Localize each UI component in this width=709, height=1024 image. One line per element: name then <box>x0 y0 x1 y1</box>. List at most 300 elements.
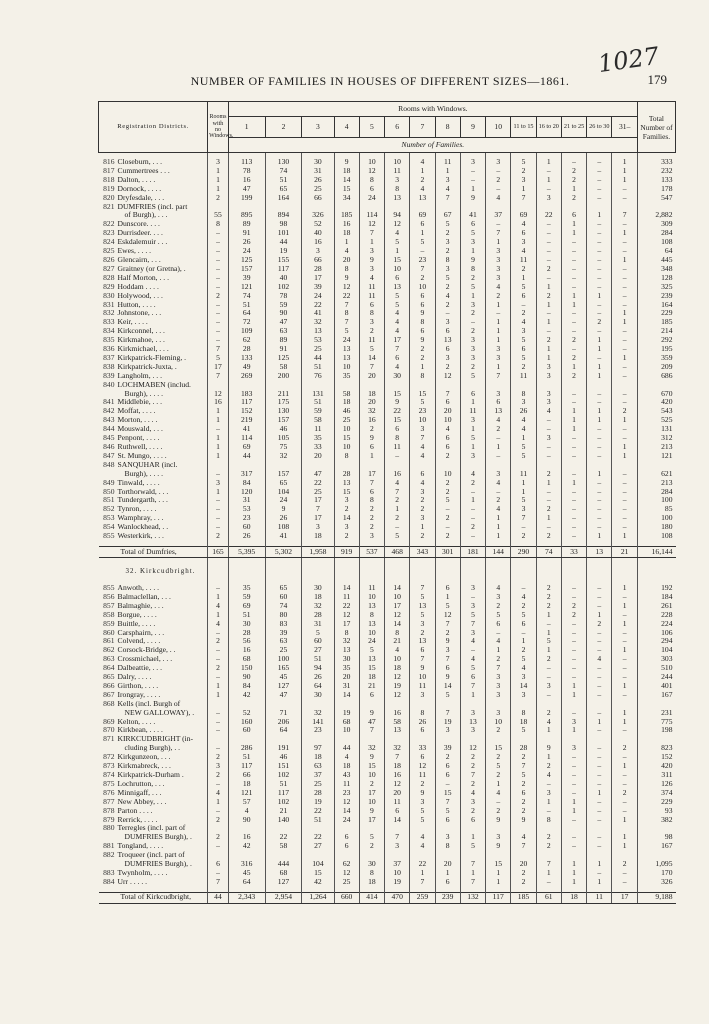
count-cell: 3 <box>410 425 435 434</box>
count-cell: – <box>460 505 485 514</box>
district-number: 840 <box>103 379 115 389</box>
no-window-cell: 1 <box>208 416 229 425</box>
count-cell: 1 <box>587 292 612 301</box>
count-cell: 1 <box>460 247 485 256</box>
count-cell: 9 <box>265 505 302 514</box>
district-number: 821 <box>103 201 115 211</box>
count-cell: 22 <box>265 833 302 842</box>
count-cell: – <box>561 247 586 256</box>
count-cell: 3 <box>486 274 511 283</box>
count-cell: 5 <box>536 637 561 646</box>
count-cell: 2 <box>486 425 511 434</box>
total-cell: 213 <box>637 443 675 452</box>
count-cell: 9 <box>435 637 460 646</box>
count-cell: – <box>435 309 460 318</box>
district-name: of Burgh), . . . <box>124 210 168 220</box>
district-name: Wamphray, . . . <box>117 513 164 523</box>
count-cell: 120 <box>228 488 265 497</box>
count-cell: 35 <box>228 584 265 593</box>
district-name: SANQUHAR (incl. <box>117 459 178 469</box>
count-cell: 9 <box>385 398 410 407</box>
count-cell: – <box>536 247 561 256</box>
count-cell: 4 <box>385 363 410 372</box>
count-cell: 5 <box>385 292 410 301</box>
count-cell: – <box>587 637 612 646</box>
district-number: 836 <box>103 344 115 354</box>
table-row <box>99 229 676 238</box>
table-row <box>99 327 676 336</box>
count-cell: 6 <box>359 488 384 497</box>
count-cell: – <box>561 646 586 655</box>
count-cell: 97 <box>302 744 334 753</box>
count-cell: 5 <box>511 726 536 735</box>
district-name: cluding Burgh), . . <box>124 743 181 753</box>
count-cell: – <box>587 798 612 807</box>
no-window-cell: 1 <box>208 407 229 416</box>
count-cell: 64 <box>302 682 334 691</box>
count-cell: – <box>561 523 586 532</box>
total-label: Total of Kirkcudbright, <box>99 892 208 903</box>
count-cell: 14 <box>334 807 359 816</box>
count-cell: – <box>612 611 638 620</box>
district-name: Dalbeattie, . . . <box>117 663 162 673</box>
count-cell: 2 <box>410 345 435 354</box>
district-name: Dalry, . . . . <box>117 672 152 682</box>
count-cell: 1 <box>612 762 638 771</box>
count-cell: 39 <box>265 629 302 638</box>
no-window-cell: 2 <box>208 816 229 825</box>
district-name: Burgh), . . . . <box>124 388 163 398</box>
count-cell: 13 <box>359 620 384 629</box>
count-cell: – <box>561 780 586 789</box>
count-cell: 114 <box>228 434 265 443</box>
total-cell: 198 <box>637 726 675 735</box>
count-cell: 90 <box>265 309 302 318</box>
no-window-header: Rooms with no Windows. <box>208 102 229 153</box>
district-number: 855 <box>103 531 115 541</box>
count-cell: – <box>536 496 561 505</box>
count-cell: – <box>612 274 638 283</box>
count-cell: – <box>612 301 638 310</box>
count-cell: 9 <box>486 842 511 851</box>
count-cell: 3 <box>460 798 485 807</box>
count-cell: 1 <box>612 416 638 425</box>
count-cell: – <box>460 176 485 185</box>
count-cell: 90 <box>228 673 265 682</box>
count-cell: – <box>561 443 586 452</box>
count-cell: 160 <box>228 718 265 727</box>
count-cell: – <box>612 780 638 789</box>
count-cell: 4 <box>536 407 561 416</box>
table-row <box>99 842 676 851</box>
count-cell: 18 <box>359 878 384 887</box>
count-cell: 22 <box>410 860 435 869</box>
table-row <box>99 584 676 593</box>
count-cell: 5 <box>486 762 511 771</box>
total-cell: 670 <box>637 390 675 399</box>
count-cell: 17 <box>302 496 334 505</box>
count-cell: – <box>612 664 638 673</box>
count-cell: 199 <box>228 194 265 203</box>
total-cell: 284 <box>637 229 675 238</box>
count-cell: – <box>536 620 561 629</box>
total-value: 17 <box>612 892 638 903</box>
count-cell: 2 <box>536 584 561 593</box>
count-cell: 22 <box>302 833 334 842</box>
district-name: Corsock-Bridge, . . <box>117 645 176 655</box>
count-cell: – <box>587 691 612 700</box>
no-window-cell: 8 <box>208 220 229 229</box>
count-cell: 12 <box>460 744 485 753</box>
count-cell: 2 <box>435 363 460 372</box>
count-cell: – <box>587 283 612 292</box>
count-cell: 23 <box>410 407 435 416</box>
window-column-header: 16 to 20 <box>536 117 561 138</box>
count-cell: 4 <box>410 443 435 452</box>
count-cell: 14 <box>385 584 410 593</box>
count-cell: 26 <box>302 673 334 682</box>
count-cell: 104 <box>265 488 302 497</box>
count-cell: 18 <box>359 673 384 682</box>
count-cell: 9 <box>460 256 485 265</box>
count-cell: 5 <box>435 691 460 700</box>
blank-cell <box>637 563 675 579</box>
count-cell: – <box>536 167 561 176</box>
count-cell: 25 <box>302 488 334 497</box>
count-cell: 4 <box>486 789 511 798</box>
table-row <box>99 691 676 700</box>
count-cell: 16 <box>302 238 334 247</box>
blank-cell <box>228 563 265 579</box>
count-cell: 22 <box>302 479 334 488</box>
total-cell: 64 <box>637 247 675 256</box>
count-cell: 6 <box>334 842 359 851</box>
count-cell: 5 <box>410 593 435 602</box>
count-cell: 94 <box>302 664 334 673</box>
count-cell: 11 <box>435 158 460 167</box>
count-cell: 191 <box>265 744 302 753</box>
count-cell: 44 <box>302 354 334 363</box>
count-cell: 4 <box>486 194 511 203</box>
total-cell: 170 <box>637 869 675 878</box>
count-cell: 1 <box>536 611 561 620</box>
count-cell: 20 <box>511 860 536 869</box>
count-cell: 19 <box>385 682 410 691</box>
total-value: 259 <box>410 892 435 903</box>
count-cell: 1 <box>587 336 612 345</box>
total-value: 132 <box>460 892 485 903</box>
no-window-cell: 2 <box>208 194 229 203</box>
count-cell: – <box>587 629 612 638</box>
count-cell: – <box>561 816 586 825</box>
table-row <box>99 816 676 825</box>
count-cell: 2 <box>511 753 536 762</box>
table-row <box>99 211 676 220</box>
count-cell: 3 <box>460 354 485 363</box>
count-cell: 27 <box>302 646 334 655</box>
blank-cell <box>334 563 359 579</box>
count-cell: 4 <box>410 452 435 461</box>
count-cell: 4 <box>511 318 536 327</box>
count-cell: 1 <box>587 532 612 541</box>
count-cell: 1 <box>561 292 586 301</box>
district-name: Mouswald, . . . <box>117 424 163 434</box>
no-window-cell: 1 <box>208 434 229 443</box>
total-cell: 131 <box>637 425 675 434</box>
count-cell: – <box>536 220 561 229</box>
count-cell: 5 <box>511 354 536 363</box>
count-cell: 35 <box>302 434 334 443</box>
count-cell: 65 <box>265 584 302 593</box>
count-cell: 1 <box>460 691 485 700</box>
count-cell: 63 <box>302 762 334 771</box>
district-name: Half Morton, . . . <box>117 272 169 282</box>
count-cell: 52 <box>228 709 265 718</box>
count-cell: 7 <box>460 682 485 691</box>
total-value: 44 <box>208 892 229 903</box>
count-cell: – <box>612 479 638 488</box>
count-cell: 5 <box>511 336 536 345</box>
count-cell: 2 <box>536 842 561 851</box>
count-cell: 100 <box>265 655 302 664</box>
count-cell: 3 <box>511 238 536 247</box>
count-cell: – <box>612 194 638 203</box>
count-cell: 1 <box>410 869 435 878</box>
count-cell: 2 <box>410 780 435 789</box>
count-cell: 2 <box>561 167 586 176</box>
count-cell: 130 <box>265 158 302 167</box>
count-cell: – <box>587 646 612 655</box>
count-cell: 1 <box>561 407 586 416</box>
count-cell: 3 <box>435 354 460 363</box>
count-cell: 1 <box>561 479 586 488</box>
count-cell: 15 <box>385 390 410 399</box>
no-window-cell: 2 <box>208 664 229 673</box>
count-cell: 13 <box>385 283 410 292</box>
count-cell: 18 <box>385 664 410 673</box>
count-cell: – <box>612 220 638 229</box>
count-cell: 165 <box>265 664 302 673</box>
no-window-cell: – <box>208 584 229 593</box>
count-cell: 6 <box>359 301 384 310</box>
total-value: 144 <box>486 546 511 557</box>
count-cell: 117 <box>228 398 265 407</box>
count-cell: – <box>587 602 612 611</box>
total-label: Total of Dumfries, <box>99 546 208 557</box>
count-cell: 1 <box>536 318 561 327</box>
count-cell: 28 <box>511 744 536 753</box>
district-name: Kirkpatrick-Juxta, . <box>117 361 177 371</box>
count-cell: 68 <box>334 718 359 727</box>
count-cell: 3 <box>460 416 485 425</box>
count-cell: 18 <box>511 718 536 727</box>
no-window-cell: – <box>208 327 229 336</box>
count-cell: 1 <box>334 238 359 247</box>
count-cell: 105 <box>265 434 302 443</box>
count-cell: 2 <box>486 771 511 780</box>
count-cell: 2 <box>511 869 536 878</box>
count-cell: – <box>587 434 612 443</box>
count-cell: 8 <box>334 265 359 274</box>
count-cell: 26 <box>302 176 334 185</box>
district-number: 823 <box>103 228 115 238</box>
table-row <box>99 309 676 318</box>
total-cell: 401 <box>637 682 675 691</box>
count-cell: 28 <box>302 265 334 274</box>
count-cell: 2 <box>536 833 561 842</box>
count-cell: – <box>587 753 612 762</box>
count-cell: 30 <box>302 158 334 167</box>
district-number: 869 <box>103 716 115 726</box>
count-cell: 3 <box>302 247 334 256</box>
count-cell: – <box>587 443 612 452</box>
district-number: 881 <box>103 841 115 851</box>
district-number: 872 <box>103 752 115 762</box>
count-cell: – <box>587 220 612 229</box>
count-cell: – <box>561 345 586 354</box>
count-cell: 1 <box>486 238 511 247</box>
total-cell: 106 <box>637 629 675 638</box>
table-row <box>99 762 676 771</box>
count-cell: 1 <box>536 176 561 185</box>
count-cell: 2 <box>587 620 612 629</box>
count-cell: 4 <box>410 479 435 488</box>
count-cell: 4 <box>511 833 536 842</box>
count-cell: 6 <box>511 292 536 301</box>
count-cell: – <box>612 523 638 532</box>
no-window-cell: 1 <box>208 593 229 602</box>
no-window-cell: – <box>208 301 229 310</box>
count-cell: 10 <box>435 470 460 479</box>
count-cell: 104 <box>302 860 334 869</box>
count-cell: 16 <box>359 416 384 425</box>
count-cell: – <box>612 505 638 514</box>
count-cell: 2 <box>435 452 460 461</box>
total-value: 1,958 <box>302 546 334 557</box>
count-cell: 3 <box>385 176 410 185</box>
count-cell: – <box>587 869 612 878</box>
count-cell: 1 <box>612 452 638 461</box>
count-cell: 2 <box>460 523 485 532</box>
count-cell: 3 <box>435 176 460 185</box>
count-cell: 33 <box>302 443 334 452</box>
count-cell: 1 <box>536 345 561 354</box>
count-cell: 3 <box>536 372 561 381</box>
count-cell: 19 <box>265 247 302 256</box>
count-cell: 1 <box>612 532 638 541</box>
district-name: Tinwald, . . . . <box>117 477 160 487</box>
table-row <box>99 602 676 611</box>
count-cell: – <box>561 488 586 497</box>
total-value: 21 <box>612 546 638 557</box>
district-number: 847 <box>103 450 115 460</box>
count-cell: 18 <box>302 593 334 602</box>
count-cell: 3 <box>511 327 536 336</box>
count-cell: 7 <box>410 584 435 593</box>
count-cell: 5 <box>410 807 435 816</box>
blank-cell <box>435 563 460 579</box>
count-cell: – <box>561 709 586 718</box>
count-cell: – <box>536 185 561 194</box>
count-cell: 16 <box>228 646 265 655</box>
count-cell: – <box>561 637 586 646</box>
count-cell: 2 <box>359 842 384 851</box>
count-cell: 7 <box>410 878 435 887</box>
count-cell: 1 <box>587 789 612 798</box>
count-cell: 37 <box>385 860 410 869</box>
count-cell: – <box>587 327 612 336</box>
count-cell: 7 <box>435 655 460 664</box>
table-row <box>99 381 676 390</box>
district-number: 842 <box>103 406 115 416</box>
count-cell: 8 <box>410 709 435 718</box>
district-number: 820 <box>103 192 115 202</box>
count-cell: 5 <box>511 452 536 461</box>
count-cell: 2 <box>435 629 460 638</box>
count-cell: 12 <box>334 283 359 292</box>
count-cell: 3 <box>536 363 561 372</box>
count-cell: 2 <box>460 309 485 318</box>
district-number: 834 <box>103 326 115 336</box>
no-window-cell: 4 <box>208 602 229 611</box>
no-window-cell: – <box>208 470 229 479</box>
count-cell: 3 <box>486 593 511 602</box>
count-cell: – <box>561 390 586 399</box>
count-cell: 3 <box>486 390 511 399</box>
count-cell: 1 <box>460 425 485 434</box>
district-number: 863 <box>103 654 115 664</box>
count-cell: 35 <box>334 372 359 381</box>
district-number: 828 <box>103 272 115 282</box>
district-name: Crossmichael, . . . <box>117 654 173 664</box>
count-cell: – <box>612 292 638 301</box>
district-name: Kirkconnel, . . . <box>117 326 165 336</box>
total-cell: 239 <box>637 292 675 301</box>
count-cell: 3 <box>410 691 435 700</box>
count-cell: 13 <box>302 327 334 336</box>
count-cell: – <box>486 220 511 229</box>
count-cell: 5 <box>460 611 485 620</box>
count-cell: – <box>612 247 638 256</box>
count-cell: 6 <box>435 771 460 780</box>
count-cell: 3 <box>486 256 511 265</box>
count-cell: – <box>561 327 586 336</box>
count-cell: 3 <box>460 584 485 593</box>
district-name: Kirkmichael, . . . <box>117 344 169 354</box>
count-cell: 10 <box>334 726 359 735</box>
count-cell: – <box>587 185 612 194</box>
count-cell: 20 <box>385 789 410 798</box>
count-cell: – <box>587 256 612 265</box>
blank-cell <box>385 563 410 579</box>
count-cell: 23 <box>228 514 265 523</box>
count-cell: 18 <box>334 762 359 771</box>
count-cell: 1 <box>460 398 485 407</box>
total-cell: 133 <box>637 176 675 185</box>
count-cell: – <box>561 309 586 318</box>
count-cell: 6 <box>410 726 435 735</box>
count-cell: 31 <box>302 620 334 629</box>
total-cell: 547 <box>637 194 675 203</box>
window-column-header: 4 <box>334 117 359 138</box>
count-cell: 52 <box>302 220 334 229</box>
count-cell: 2 <box>486 807 511 816</box>
count-cell: 2 <box>536 655 561 664</box>
count-cell: 10 <box>359 158 384 167</box>
count-cell: 2 <box>536 292 561 301</box>
no-window-cell: 1 <box>208 611 229 620</box>
district-name: Dornock, . . . . <box>117 183 162 193</box>
